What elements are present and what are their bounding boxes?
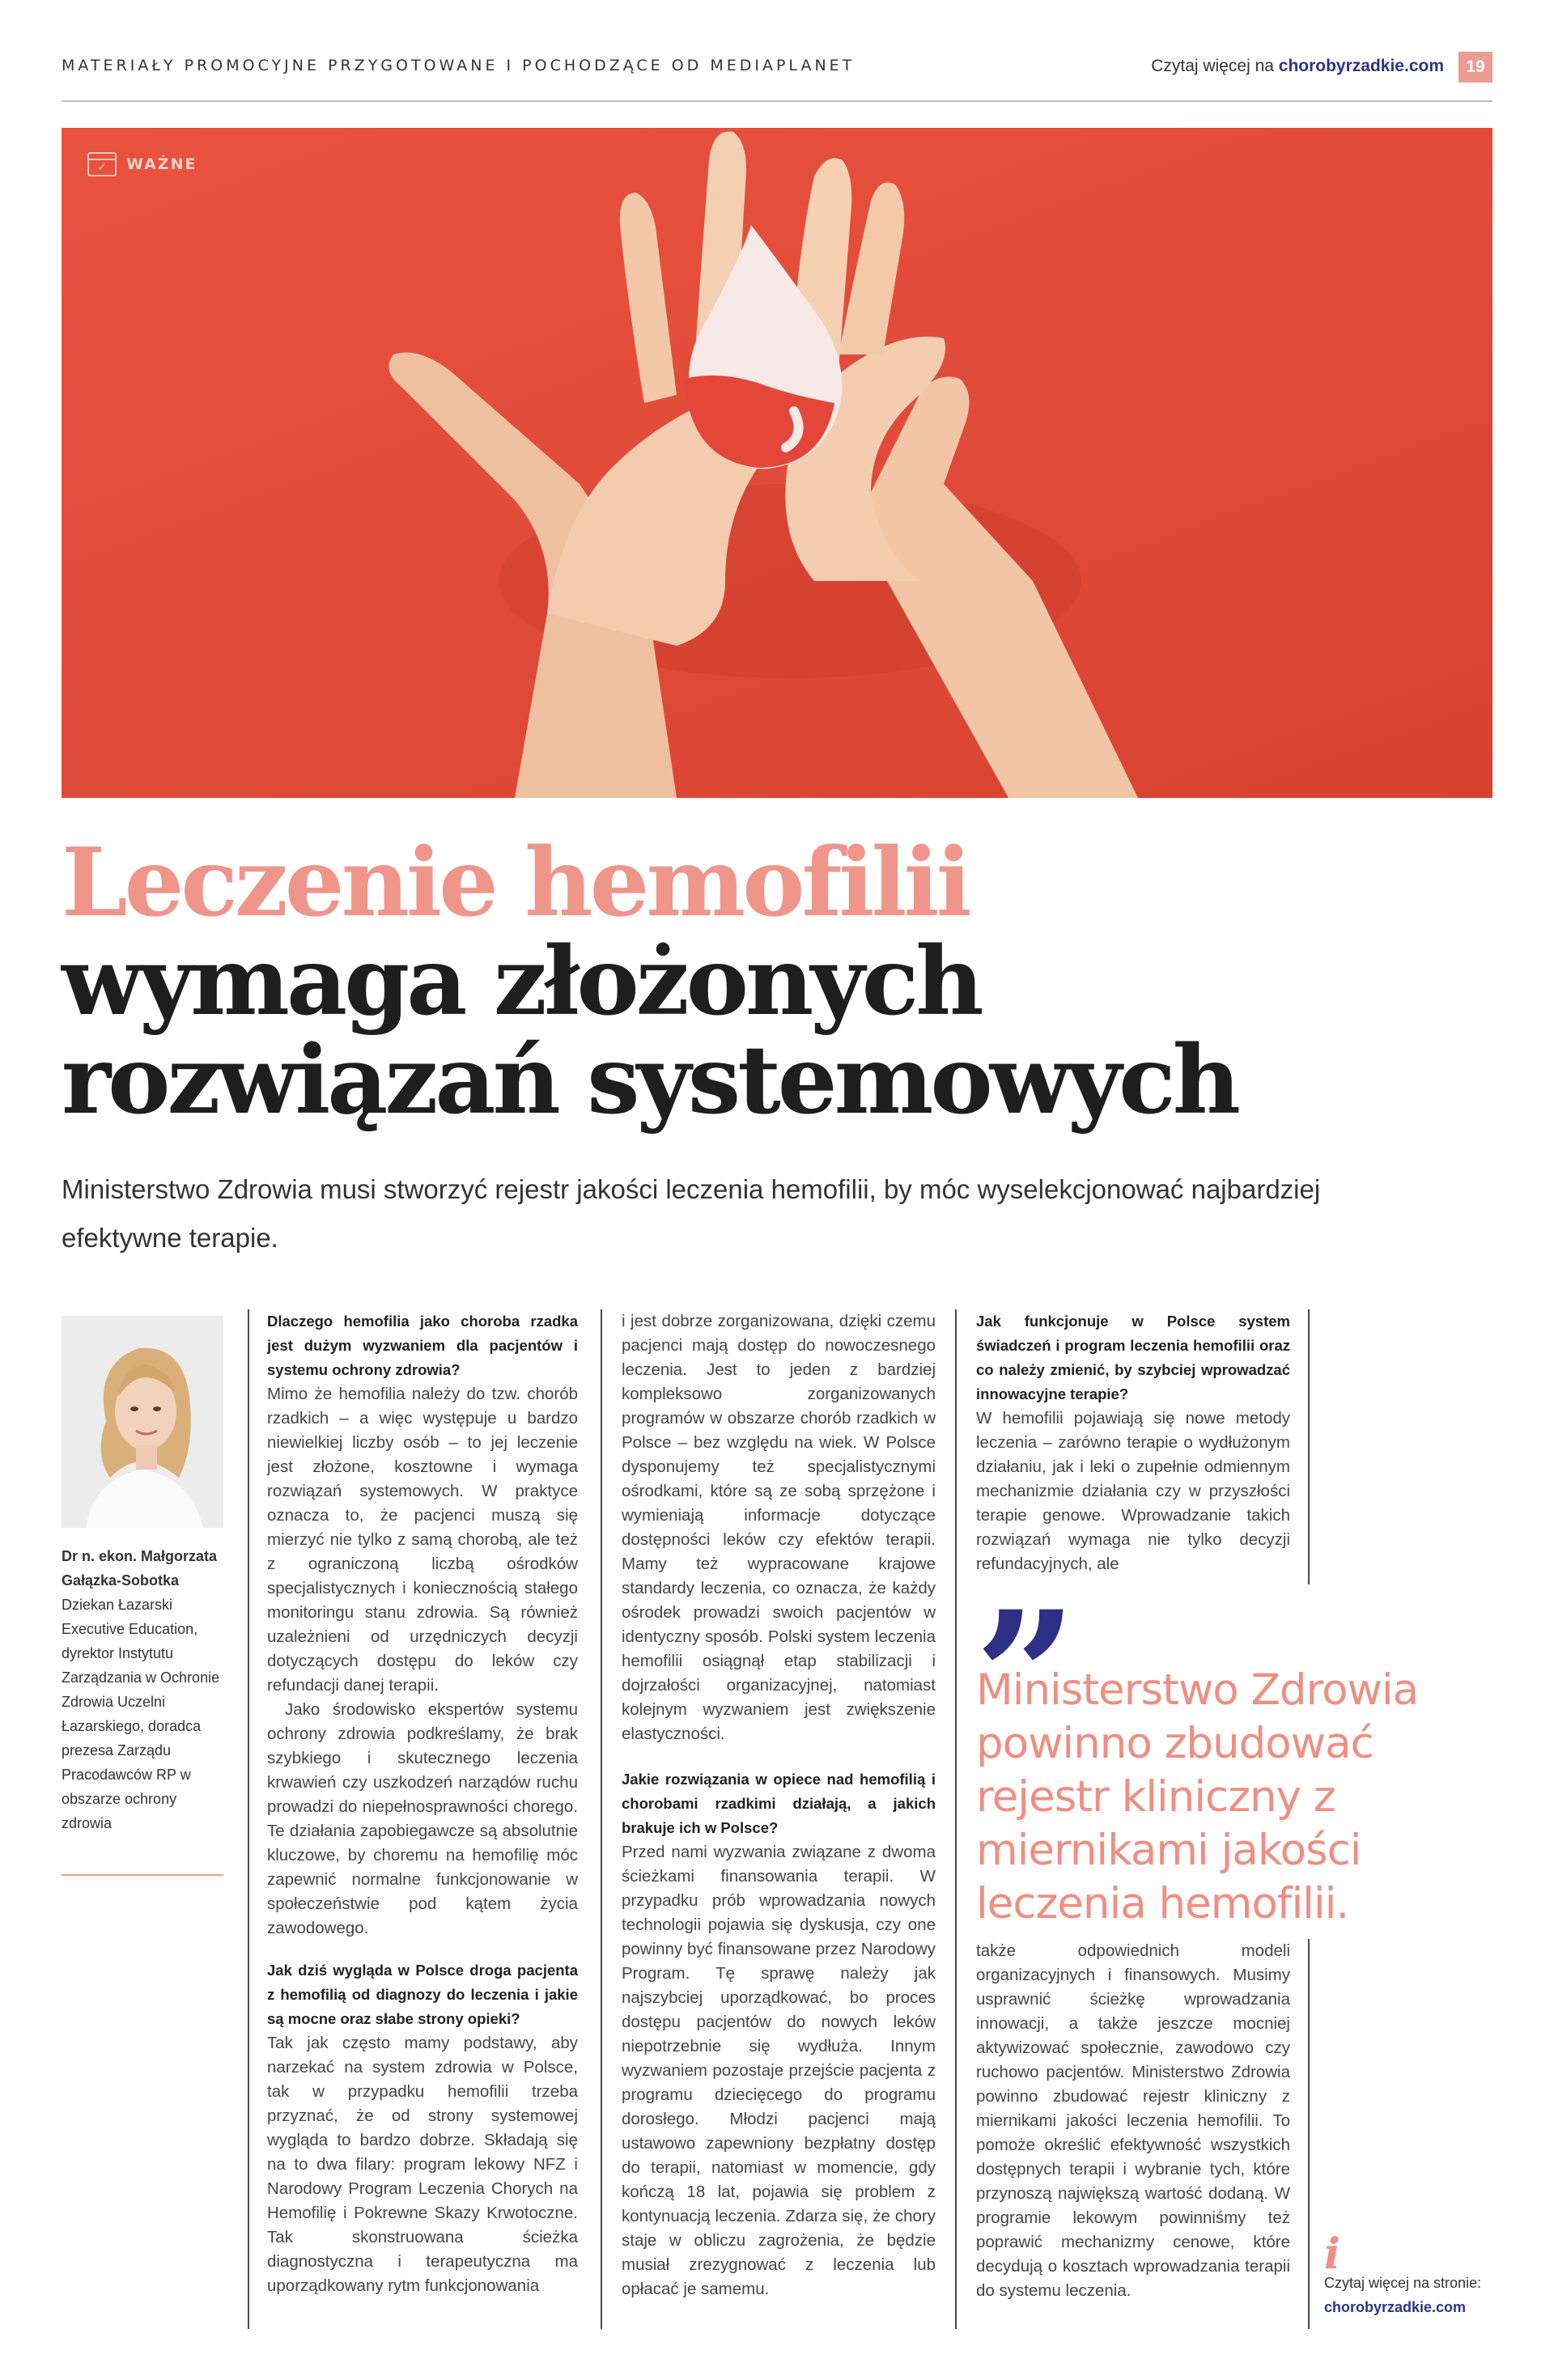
info-box bbox=[1324, 2271, 1494, 2319]
answer-2-continued: i jest dobrze zorganizowana, dzięki czemu pacjenci mają dostęp do nowoczesnego leczenia. Jest to jeden z bardziej kompleksowo zorganizowanych programów w obszarze chorób rzadkich w Polsce – bez względu na wiek. W Polsce dysponujemy też specjalistycznymi ośrodkami, które są ze sobą sprzężone i wymieniają informacje dotyczące dostępności leków czy efektów terapii. Mamy też wypracowane krajowe standardy leczenia, co oznacza, że każdy ośrodek prowadzi swoich pacjentów w identyczny sposób. Polski system leczenia hemofilii osiągnął etap stabilizacji i dojrzałości organizacyjnej, natomiast kolejnym wyzwaniem jest zwiększenie elastyczności. bbox=[622, 1312, 936, 1743]
question-4: Jak funkcjonuje w Polsce system świadczeń i program leczenia hemofilii oraz co należy zmienić, by szybciej wprowadzać innowacyjne terapie? bbox=[976, 1313, 1290, 1402]
answer-2-paragraph-1: Tak jak często mamy podstawy, aby narzekać na system zdrowia w Polsce, tak w przypadku hemofilii trzeba przyznać, że od strony systemowej wygląda to bardzo dobrze. Składają się na to dwa filary: program lekowy NFZ i Narodowy Program Leczenia Chorych na Hemofilię i Pokrewne Skazy Krwotoczne. Tak skonstruowana ścieżka diagnostyczna i terapeutyczna ma uporządkowany rytm funkcjonowania bbox=[267, 2034, 578, 2295]
column-divider-5 bbox=[1308, 1939, 1310, 2329]
read-more-prefix: Czytaj więcej na bbox=[1151, 57, 1279, 75]
question-3: Jakie rozwiązania w opiece nad hemofilią i chorobami rzadkimi działają, a jakich brakuje ich w Polsce? bbox=[622, 1771, 936, 1836]
column-divider-2 bbox=[601, 1309, 602, 2329]
page-number: 19 bbox=[1458, 52, 1492, 83]
answer-4-paragraph-2: także odpowiednich modeli organizacyjnych i finansowych. Musimy usprawnić ścieżkę wprowadzania innowacji, a także jeszcze mocniej aktywizować społecznie, zawodowo czy ruchowo pacjentów. Ministerstwo Zdrowia powinno zbudować rejestr kliniczny z miernikami jakości leczenia hemofilii. To pomoże określić efektywność wszystkich dostępnych terapii i wybranie tych, które przynoszą największą wartość dodaną. W programie lekowym powinniśmy też poprawić mechanizmy cenowe, które decydują o kosztach wprowadzania terapii do systemu leczenia. bbox=[976, 1941, 1290, 2300]
headline-line-3: rozwiązań systemowych bbox=[62, 1025, 1238, 1135]
answer-1-paragraph-1: Mimo że hemofilia należy do tzw. chorób rzadkich – a więc występuje u bardzo niewielkiej liczby osób – to jej leczenie jest złożone, kosztowne i wymaga rozwiązań systemowych. W praktyce oznacza to, że pacjenci muszą się mierzyć nie tylko z samą chorobą, ale też z ograniczoną liczbą ośrodków specjalistycznych i koniecznością stałego monitoringu stanu zdrowia. Są również uzależnieni od urzędniczych decyzji dotyczących dostępu do leków czy refundacji danej terapii. bbox=[267, 1385, 578, 1695]
page-header bbox=[62, 57, 1492, 89]
author-name: Dr n. ekon. Małgorzata Gałązka-Sobotka bbox=[62, 1548, 218, 1589]
author-photo bbox=[62, 1316, 223, 1528]
headline-line-2: wymaga złożonych bbox=[62, 927, 981, 1037]
article-lead: Ministerstwo Zdrowia musi stworzyć rejestr jakości leczenia hemofilii, by móc wyselekcjonować najbardziej efektywne terapie. bbox=[62, 1174, 1321, 1253]
info-icon: i bbox=[1324, 2229, 1340, 2279]
author-bio: Dziekan Łazarski Executive Education, dyrektor Instytutu Zarządzania w Ochronie Zdrowia Uczelni Łazarskiego, doradca prezesa Zarządu Pracodawców RP w obszarze ochrony zdrowia bbox=[62, 1597, 220, 1831]
paragraph-spacer bbox=[267, 1941, 578, 1958]
author-portrait-illustration bbox=[62, 1316, 223, 1528]
author-divider bbox=[62, 1874, 223, 1876]
pull-quote: Ministerstwo Zdrowia powinno zbudować rejestr kliniczny z miernikami jakości leczenia hemofilii. bbox=[976, 1665, 1419, 1928]
article-column-3 bbox=[976, 1309, 1290, 1576]
hands-holding-blood-drop-illustration bbox=[62, 128, 1492, 798]
author-info bbox=[62, 1544, 223, 1835]
calendar-check-icon bbox=[87, 152, 117, 176]
paragraph-spacer bbox=[622, 1746, 936, 1767]
answer-1-paragraph-2: Jako środowisko ekspertów systemu ochrony zdrowia podkreślamy, że brak szybkiego i skutecznego leczenia krwawień czy uszkodzeń narządów ruchu prowadzi do niepełnosprawności chorego. Te działania zapobiegawcze są absolutnie kluczowe, by choremu na hemofilię móc zapewnić normalne funkcjonowanie w społeczeństwie pod kątem życia zawodowego. bbox=[267, 1700, 578, 1937]
article-headline bbox=[62, 828, 1492, 1135]
promo-disclaimer: MATERIAŁY PROMOCYJNE PRZYGOTOWANE I POCHODZĄCE OD MEDIAPLANET bbox=[62, 57, 856, 74]
info-label: Czytaj więcej na stronie: bbox=[1324, 2275, 1482, 2291]
important-badge-label: WAŻNE bbox=[126, 155, 197, 173]
answer-4-paragraph-1: W hemofilii pojawiają się nowe metody leczenia – zarówno terapie o wydłużonym działaniu, jak i leki o zupełnie odmiennym mechanizmie działania czy w przyszłości terapie genowe. Wprowadzanie takich rozwiązań wymaga nie tylko decyzji refundacyjnych, ale bbox=[976, 1409, 1290, 1573]
column-divider-4 bbox=[1308, 1309, 1310, 1585]
headline-line-1: Leczenie hemofilii bbox=[62, 828, 969, 938]
question-1: Dlaczego hemofilia jako choroba rzadka jest dużym wyzwaniem dla pacjentów i systemu ochrony zdrowia? bbox=[267, 1313, 578, 1378]
read-more-site[interactable]: chorobyrzadkie.com bbox=[1278, 57, 1444, 75]
info-site-link[interactable]: chorobyrzadkie.com bbox=[1324, 2299, 1467, 2315]
article-column-2 bbox=[622, 1309, 936, 2302]
important-badge bbox=[87, 152, 197, 176]
quote-mark-icon: ” bbox=[974, 1572, 1077, 1781]
header-divider bbox=[62, 100, 1492, 102]
answer-3-paragraph-1: Przed nami wyzwania związane z dwoma ścieżkami finansowania terapii. W przypadku prób wprowadzania nowych technologii pojawia się dyskusja, czy one powinny być finansowane przez Narodowy Program. Tę sprawę należy jak najszybciej uporządkować, bo proces dostępu pacjentów do nowych leków niepotrzebnie się wydłuża. Innym wyzwaniem pozostaje przejście pacjenta z programu dziecięcego do programu dorosłego. Młodzi pacjenci mają ustawowo zapewniony bezpłatny dostęp do terapii, natomiast w momencie, gdy kończą 18 lat, pojawia się problem z kontynuacją leczenia. Zdarza się, że chory staje w obliczu zagrożenia, że będzie musiał zrezygnować z leczenia lub opłacać je samemu. bbox=[622, 1843, 936, 2298]
read-more-link[interactable] bbox=[1151, 57, 1444, 76]
article-column-1 bbox=[267, 1309, 578, 2298]
article-column-3-continued bbox=[976, 1939, 1290, 2303]
column-divider-1 bbox=[248, 1309, 249, 2329]
hero-image bbox=[62, 128, 1492, 798]
question-2: Jak dziś wygląda w Polsce droga pacjenta z hemofilią od diagnozy do leczenia i jakie są mocne oraz słabe strony opieki? bbox=[267, 1962, 578, 2027]
column-divider-3 bbox=[955, 1309, 957, 2329]
